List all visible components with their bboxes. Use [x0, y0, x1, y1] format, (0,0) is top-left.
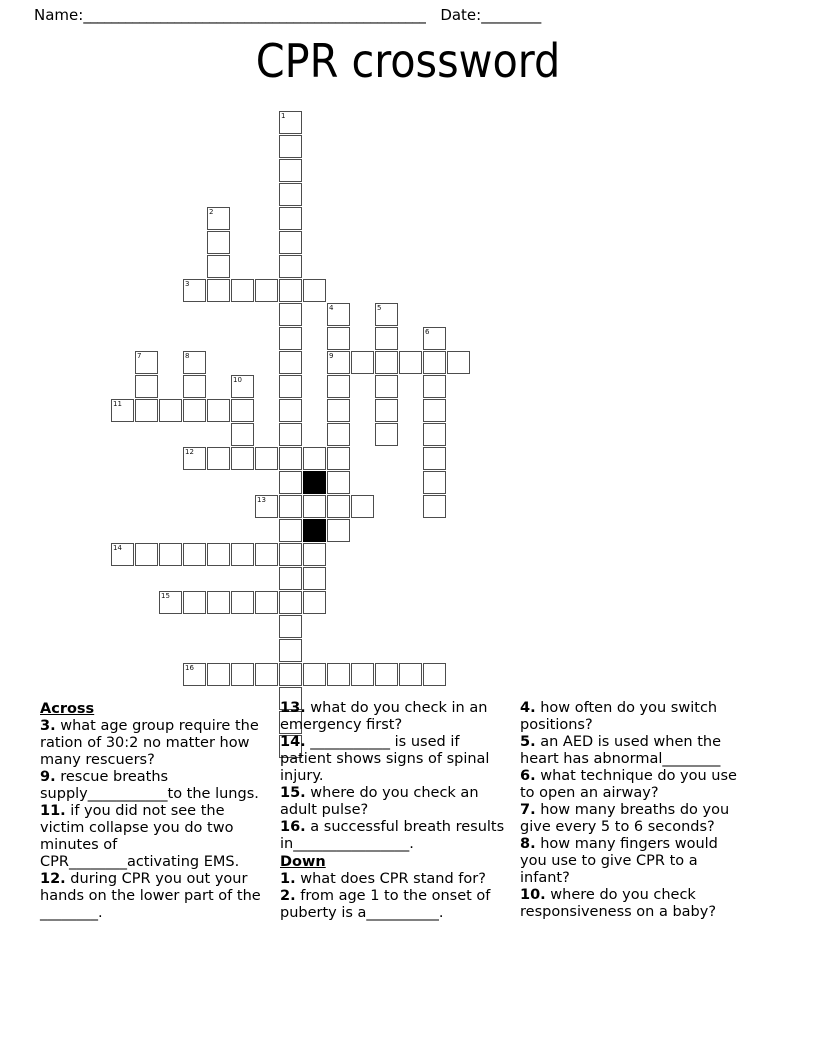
grid-cell[interactable] — [351, 351, 374, 374]
grid-cell[interactable] — [255, 447, 278, 470]
clue-down-5 — [520, 734, 742, 768]
grid-cell[interactable] — [279, 423, 302, 446]
grid-cell[interactable] — [327, 471, 350, 494]
grid-cell[interactable] — [375, 375, 398, 398]
clue-across-3 — [40, 718, 272, 769]
cell-number: 4 — [329, 304, 334, 312]
clue-number: 7. — [520, 802, 536, 818]
grid-cell[interactable] — [279, 495, 302, 518]
grid-cell[interactable] — [351, 495, 374, 518]
grid-cell[interactable] — [423, 399, 446, 422]
grid-cell[interactable] — [183, 447, 206, 470]
cell-number: 11 — [113, 400, 122, 408]
clue-text: what age group require the ration of 30:2 no matter how many rescuers? — [40, 718, 259, 768]
grid-cell[interactable] — [231, 543, 254, 566]
grid-cell[interactable] — [231, 663, 254, 686]
grid-cell[interactable] — [207, 231, 230, 254]
grid-cell[interactable] — [351, 663, 374, 686]
grid-cell[interactable] — [327, 327, 350, 350]
grid-cell[interactable] — [231, 279, 254, 302]
clue-text: how often do you switch positions? — [520, 700, 718, 733]
clue-number: 4. — [520, 700, 536, 716]
clue-down-10 — [520, 887, 742, 921]
grid-cell[interactable] — [375, 423, 398, 446]
grid-cell[interactable] — [111, 543, 134, 566]
grid-cell[interactable] — [279, 303, 302, 326]
grid-cell[interactable] — [279, 567, 302, 590]
grid-cell[interactable] — [375, 351, 398, 374]
grid-cell[interactable] — [399, 663, 422, 686]
grid-cell[interactable] — [255, 663, 278, 686]
clue-text: how many fingers would you use to give CPR to a infant? — [520, 836, 718, 886]
clues-column-3 — [520, 700, 750, 922]
grid-cell[interactable] — [231, 423, 254, 446]
grid-cell[interactable] — [135, 543, 158, 566]
grid-cell[interactable] — [327, 447, 350, 470]
grid-cell[interactable] — [423, 447, 446, 470]
cell-number: 15 — [161, 592, 170, 600]
grid-cell[interactable] — [303, 591, 326, 614]
grid-cell[interactable] — [207, 279, 230, 302]
grid-cell[interactable] — [279, 399, 302, 422]
grid-cell[interactable] — [279, 663, 302, 686]
grid-cell[interactable] — [279, 183, 302, 206]
grid-cell[interactable] — [279, 471, 302, 494]
grid-cell[interactable] — [423, 327, 446, 350]
grid-cell[interactable] — [327, 663, 350, 686]
grid-cell[interactable] — [423, 663, 446, 686]
grid-cell[interactable] — [327, 303, 350, 326]
grid-cell[interactable] — [327, 351, 350, 374]
grid-cell[interactable] — [183, 351, 206, 374]
grid-cell[interactable] — [255, 543, 278, 566]
grid-cell[interactable] — [447, 351, 470, 374]
grid-cell[interactable] — [327, 519, 350, 542]
grid-cell[interactable] — [279, 159, 302, 182]
grid-cell[interactable] — [423, 423, 446, 446]
grid-cell-blocked — [303, 519, 326, 542]
date-blank-line[interactable]: ________ — [481, 6, 542, 24]
clue-number: 11. — [40, 803, 66, 819]
grid-cell[interactable] — [183, 663, 206, 686]
clue-number: 3. — [40, 718, 56, 734]
grid-cell[interactable] — [375, 303, 398, 326]
grid-cell[interactable] — [183, 399, 206, 422]
grid-cell[interactable] — [279, 327, 302, 350]
grid-cell[interactable] — [279, 255, 302, 278]
clue-number: 14. — [280, 734, 306, 750]
cell-number: 12 — [185, 448, 194, 456]
grid-cell[interactable] — [327, 495, 350, 518]
cell-number: 1 — [281, 112, 286, 120]
clue-text: where do you check an adult pulse? — [280, 785, 479, 818]
grid-cell-blocked — [303, 471, 326, 494]
grid-cell[interactable] — [303, 447, 326, 470]
grid-cell[interactable] — [279, 111, 302, 134]
grid-cell[interactable] — [279, 639, 302, 662]
grid-cell[interactable] — [279, 591, 302, 614]
clue-across-14 — [280, 734, 512, 785]
cell-number: 16 — [185, 664, 194, 672]
clue-text: from age 1 to the onset of puberty is a__________. — [280, 888, 491, 921]
grid-cell[interactable] — [279, 615, 302, 638]
clue-number: 16. — [280, 819, 306, 835]
name-blank-line[interactable]: _________________________________________________ — [83, 6, 427, 24]
clue-number: 10. — [520, 887, 546, 903]
grid-cell[interactable] — [279, 207, 302, 230]
clues-section — [0, 700, 816, 922]
clue-text: where do you check responsiveness on a baby? — [520, 887, 717, 920]
clue-across-12 — [40, 871, 272, 922]
grid-cell[interactable] — [375, 327, 398, 350]
grid-cell[interactable] — [207, 663, 230, 686]
grid-cell[interactable] — [279, 135, 302, 158]
grid-cell[interactable] — [279, 351, 302, 374]
clue-number: 2. — [280, 888, 296, 904]
clue-down-6 — [520, 768, 742, 802]
clue-text: rescue breaths supply___________to the lungs. — [40, 769, 259, 802]
clue-text: ___________ is used if patient shows signs of spinal injury. — [280, 734, 490, 784]
grid-cell[interactable] — [303, 543, 326, 566]
clue-down-1 — [280, 871, 512, 888]
grid-cell[interactable] — [135, 399, 158, 422]
clue-text: how many breaths do you give every 5 to 6 seconds? — [520, 802, 730, 835]
page-title: CPR crossword — [255, 34, 561, 88]
cell-number: 3 — [185, 280, 190, 288]
cell-number: 7 — [137, 352, 142, 360]
down-heading: Down — [280, 854, 326, 870]
clue-text: during CPR you out your hands on the lower part of the ________. — [40, 871, 261, 921]
across-heading: Across — [40, 701, 95, 717]
grid-cell[interactable] — [207, 447, 230, 470]
grid-cell[interactable] — [423, 375, 446, 398]
clue-number: 15. — [280, 785, 306, 801]
grid-cell[interactable] — [207, 255, 230, 278]
cell-number: 14 — [113, 544, 122, 552]
clue-number: 12. — [40, 871, 66, 887]
name-label: Name: — [34, 6, 84, 24]
clue-number: 6. — [520, 768, 536, 784]
grid-cell[interactable] — [423, 351, 446, 374]
date-label: Date: — [440, 6, 482, 24]
grid-cell[interactable] — [303, 495, 326, 518]
clue-number: 8. — [520, 836, 536, 852]
clues-column-2 — [280, 700, 520, 922]
grid-cell[interactable] — [303, 663, 326, 686]
clue-number: 5. — [520, 734, 536, 750]
grid-cell[interactable] — [375, 399, 398, 422]
grid-cell[interactable] — [183, 279, 206, 302]
grid-cell[interactable] — [207, 591, 230, 614]
clue-text: what technique do you use to open an airway? — [520, 768, 737, 801]
grid-cell[interactable] — [279, 519, 302, 542]
grid-cell[interactable] — [135, 375, 158, 398]
clue-down-8 — [520, 836, 742, 887]
clue-down-4 — [520, 700, 742, 734]
grid-cell[interactable] — [279, 447, 302, 470]
grid-cell[interactable] — [303, 567, 326, 590]
grid-cell[interactable] — [423, 471, 446, 494]
clue-number: 1. — [280, 871, 296, 887]
grid-cell[interactable] — [231, 399, 254, 422]
cell-number: 13 — [257, 496, 266, 504]
grid-cell[interactable] — [327, 399, 350, 422]
clue-text: what do you check in an emergency first? — [280, 700, 488, 733]
clue-number: 9. — [40, 769, 56, 785]
grid-cell[interactable] — [183, 543, 206, 566]
grid-cell[interactable] — [399, 351, 422, 374]
grid-cell[interactable] — [231, 375, 254, 398]
clues-column-1 — [40, 700, 280, 922]
clue-across-16 — [280, 819, 512, 853]
grid-cell[interactable] — [231, 591, 254, 614]
clue-text: what does CPR stand for? — [295, 871, 486, 887]
grid-cell[interactable] — [423, 495, 446, 518]
grid-cell[interactable] — [327, 423, 350, 446]
grid-cell[interactable] — [207, 207, 230, 230]
cell-number: 6 — [425, 328, 430, 336]
grid-cell[interactable] — [327, 375, 350, 398]
cell-number: 5 — [377, 304, 382, 312]
grid-cell[interactable] — [111, 399, 134, 422]
cell-number: 2 — [209, 208, 214, 216]
grid-cell[interactable] — [159, 543, 182, 566]
clue-number: 13. — [280, 700, 306, 716]
cell-number: 9 — [329, 352, 334, 360]
grid-cell[interactable] — [279, 279, 302, 302]
clue-text: a successful breath results in________________. — [280, 819, 505, 852]
clue-across-15 — [280, 785, 512, 819]
grid-cell[interactable] — [255, 591, 278, 614]
grid-cell[interactable] — [255, 279, 278, 302]
grid-cell[interactable] — [135, 351, 158, 374]
grid-cell[interactable] — [159, 399, 182, 422]
grid-cell[interactable] — [375, 663, 398, 686]
clue-across-11 — [40, 803, 272, 871]
cell-number: 8 — [185, 352, 190, 360]
clue-down-2 — [280, 888, 512, 922]
grid-cell[interactable] — [183, 591, 206, 614]
grid-cell[interactable] — [159, 591, 182, 614]
clue-down-7 — [520, 802, 742, 836]
grid-cell[interactable] — [207, 543, 230, 566]
clue-across-13 — [280, 700, 512, 734]
grid-cell[interactable] — [303, 279, 326, 302]
grid-cell[interactable] — [255, 495, 278, 518]
clue-text: if you did not see the victim collapse you do two minutes of CPR________activating EMS. — [40, 803, 240, 870]
grid-cell[interactable] — [183, 375, 206, 398]
grid-cell[interactable] — [231, 447, 254, 470]
grid-cell[interactable] — [279, 543, 302, 566]
grid-cell[interactable] — [279, 231, 302, 254]
clue-text: an AED is used when the heart has abnormal________ — [520, 734, 721, 767]
cell-number: 10 — [233, 376, 242, 384]
grid-cell[interactable] — [207, 399, 230, 422]
grid-cell[interactable] — [279, 375, 302, 398]
clue-across-9 — [40, 769, 272, 803]
